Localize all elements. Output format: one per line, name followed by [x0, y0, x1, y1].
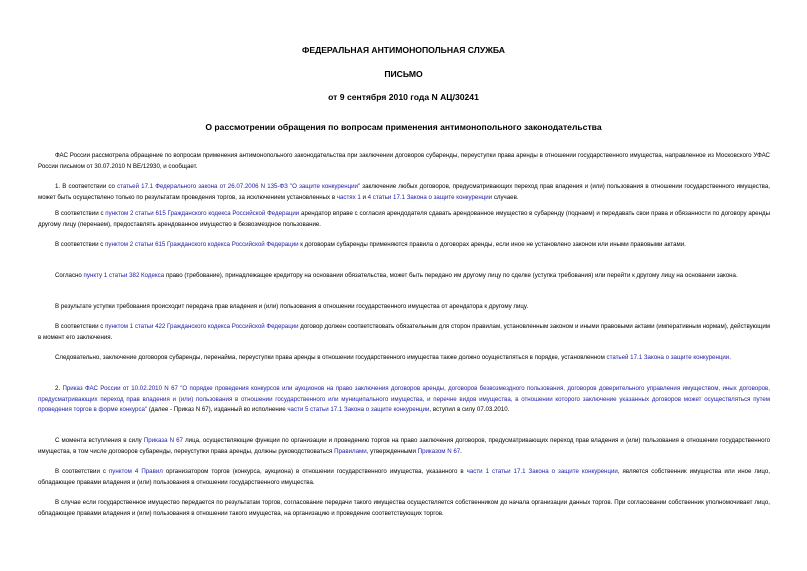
paragraph [38, 240, 770, 251]
paragraph-text: , утвержденными [366, 447, 418, 455]
legal-reference-link[interactable]: части 1 статьи 17.1 Закона о защите конкуренции [466, 468, 618, 475]
paragraph [38, 467, 770, 488]
paragraph [38, 353, 770, 364]
paragraph-text: и [360, 193, 368, 201]
paragraph-text: случаев. [492, 193, 519, 201]
legal-reference-link[interactable]: пункту 1 статьи 382 Кодекса [83, 272, 165, 279]
legal-reference-link[interactable]: Приказом N 67 [417, 447, 461, 455]
paragraph-text: арендатор вправе с согласия арендодателя сдавать арендованное имущество в субаренду (поднаем) и передавать свои права и обязанности по договору аренды другому лицу (перенаем), предоставлять арендованное имущество в безвозмездное пользование. [38, 210, 770, 228]
paragraph-text: к договорам субаренды применяются правила о договорах аренды, если иное не установлено законом или иными правовыми актами. [298, 241, 686, 248]
paragraph-text: организатором торгов (конкурса, аукциона) в отношении государственного имущества, указанного в [162, 468, 467, 475]
paragraph [38, 498, 770, 519]
doc-date: от 9 сентября 2010 года N АЦ/30241 [328, 92, 479, 102]
paragraph-text: С момента вступления в силу [55, 437, 144, 444]
paragraph [38, 209, 770, 230]
legal-reference-link[interactable]: пунктом 2 статьи 615 Гражданского кодекса Российской Федерации [105, 241, 299, 248]
paragraph-text: В соответствии с [55, 210, 106, 217]
paragraph-text: право (требование), принадлежащее кредитору на основании обязательства, может быть передано им другому лицу по сделке (уступка требования) или перейти к другому лицу на основании закона. [164, 272, 738, 279]
legal-reference-link[interactable]: Правилами [334, 447, 367, 455]
paragraph-text: 2. [55, 385, 63, 392]
paragraph-text: договор должен соответствовать обязательным для сторон правилам, установленным законом и иными правовыми актами (императивным нормам), действующим в момент его заключения. [38, 323, 770, 341]
paragraph [38, 271, 770, 282]
paragraph-text: . [729, 354, 731, 361]
legal-reference-link[interactable]: частях 1 [336, 193, 361, 201]
legal-reference-link[interactable]: 4 статьи 17.1 Закона о защите конкуренции [367, 193, 493, 201]
paragraph-text: В соответствии с [55, 241, 106, 248]
paragraph-text: (далее - Приказ N 67), изданный во исполнение [147, 406, 288, 414]
paragraph-text: В соответствии с [55, 323, 106, 330]
legal-reference-link[interactable]: пунктом 1 статьи 422 Гражданского кодекса Российской Федерации [105, 323, 299, 330]
paragraph-text: . [460, 447, 462, 455]
paragraph-text: , вступил в силу 07.03.2010. [429, 406, 510, 414]
doc-title: О рассмотрении обращения по вопросам применения антимонопольного законодательства [205, 122, 602, 132]
legal-reference-link[interactable]: Приказ ФАС России от 10.02.2010 N 67 "О порядке проведения конкурсов или аукционов на право заключения договоров аренды, договоров безвозмездного пользования, договоров доверительного управления имуществом, иных договоров, предусматривающих переход прав владения и (или) пользования в отношении государственного или муниципального имущества, и перечне видов имущества, в отношении которого заключение указанных договоров может осуществляться путем проведения торгов в форме конкурса" [38, 385, 770, 414]
paragraph [38, 151, 770, 172]
legal-reference-link[interactable]: статьей 17.1 Федерального закона от 26.07.2006 N 135-ФЗ "О защите конкуренции" [117, 183, 361, 190]
paragraph-text: лица, осуществляющие функции по организации и проведению торгов на право заключения договоров, предусматривающих переход прав владения и (или) пользования в отношении государственного имущества, в том числе договоров субаренды, переуступки права аренды, должны руководствоваться [38, 437, 770, 455]
paragraph-text: Согласно [55, 272, 84, 279]
paragraph-text: 1. В соответствии со [55, 183, 118, 190]
org-name: ФЕДЕРАЛЬНАЯ АНТИМОНОПОЛЬНАЯ СЛУЖБА [302, 45, 505, 55]
paragraph-text: В результате уступки требования происходит передача прав владения и (или) пользования в отношении государственного имущества от арендатора к другому лицу. [55, 303, 529, 310]
legal-reference-link[interactable]: части 5 статьи 17.1 Закона о защите конкуренции [287, 406, 430, 414]
paragraph-text: , является собственник имущества или иное лицо, обладающее правами владения и (или) пользования в отношении государственного имущества. [38, 468, 770, 486]
paragraph [38, 322, 770, 343]
paragraph [38, 436, 770, 457]
doc-type: ПИСЬМО [384, 69, 423, 79]
paragraph-text: заключение любых договоров, предусматривающих переход прав владения и (или) пользования в отношении государственного имущества, может быть осуществлено только по результатам проведения торгов, за исключением установленных в [38, 183, 770, 201]
legal-reference-link[interactable]: статьей 17.1 Закона о защите конкуренции [606, 354, 730, 361]
paragraph-text: В соответствии с [55, 468, 109, 475]
paragraph [38, 302, 770, 313]
paragraph [38, 182, 770, 203]
paragraph [38, 384, 770, 416]
paragraph-text: Следовательно, заключение договоров субаренды, перенайма, переуступки права аренды в отношении государственного имущества также должно осуществляться в порядке, установленном [55, 354, 607, 361]
legal-reference-link[interactable]: Приказа N 67 [143, 437, 183, 444]
legal-reference-link[interactable]: пунктом 2 статьи 615 Гражданского кодекса Российской Федерации [105, 210, 300, 217]
paragraph-text: В случае если государственное имущество передается по результатам торгов, согласование передачи такого имущества осуществляется собственником до начала организации данных торгов. При согласовании собственник уполномочивает лицо, обладающее правами владения и (или) пользования в отношении такого имущества, на организацию и проведение соответствующих торгов. [38, 499, 770, 517]
legal-reference-link[interactable]: пунктом 4 Правил [108, 468, 163, 475]
paragraph-text: ФАС России рассмотрела обращение по вопросам применения антимонопольного законодательства при заключении договоров субаренды, переуступки права аренды в отношении государственного имущества, направленное из Московского УФАС России письмом от 30.07.2010 N ВЕ/12930, и сообщает. [38, 152, 770, 170]
